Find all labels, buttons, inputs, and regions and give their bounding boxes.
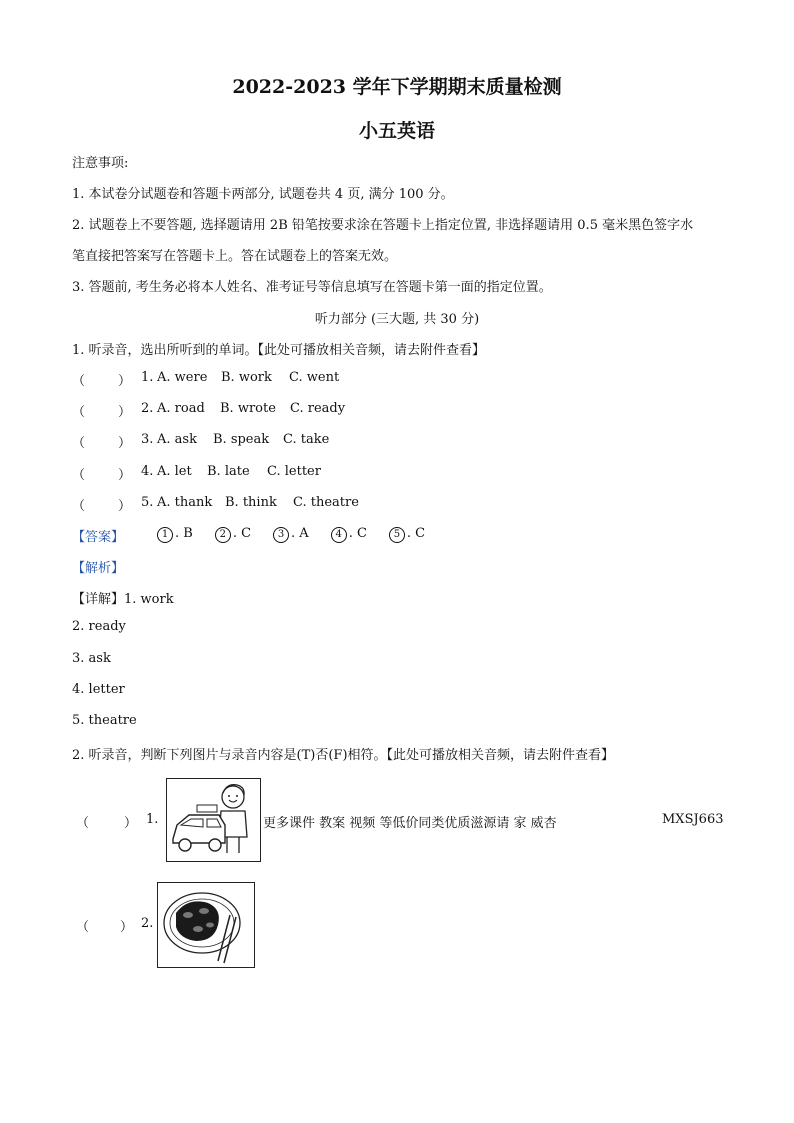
detail-text: 1. work [124, 592, 174, 607]
answer-blank-close: ） [118, 468, 132, 483]
answer-blank-open: （ [76, 816, 90, 831]
taxi-driver-picture [166, 778, 261, 862]
taxi-driver-illustration [167, 779, 260, 861]
answer-blank-open: （ [72, 499, 86, 514]
option-b: B. wrote [220, 401, 276, 416]
answer-item: 4 . C [331, 526, 367, 543]
answer-blank-close: ） [118, 374, 132, 389]
item-number: 3. [141, 432, 154, 447]
question-1-prompt: 1. 听录音，选出所听到的单词。【此处可播放相关音频，请去附件查看】 [72, 343, 486, 358]
detail-label: 【详解】 [72, 592, 125, 607]
notice-line: 3. 答题前, 考生务必将本人姓名、准考证号等信息填写在答题卡第一面的指定位置。 [72, 280, 552, 295]
option-a: A. were [157, 370, 208, 385]
notice-line: 笔直接把答案写在答题卡上。答在试题卷上的答案无效。 [72, 249, 398, 264]
page-title: 2022-2023 学年下学期期末质量检测 [232, 76, 562, 98]
answer-blank-open: （ [72, 436, 86, 451]
answer-item: 5 . C [389, 526, 425, 543]
analysis-label: 【解析】 [72, 561, 125, 576]
item-number: 1. [146, 812, 159, 827]
notice-heading: 注意事项: [72, 156, 129, 171]
answer-blank-close: ） [118, 499, 132, 514]
section-heading: 听力部分 (三大题, 共 30 分) [314, 312, 480, 327]
watermark-code: MXSJ663 [662, 812, 724, 827]
answer-label: 【答案】 [72, 530, 125, 545]
detail-line: 4. letter [72, 682, 125, 697]
option-a: A. let [157, 464, 192, 479]
page-subtitle: 小五英语 [358, 120, 435, 142]
option-b: B. speak [213, 432, 270, 447]
answer-list [157, 526, 447, 543]
option-b: B. work [221, 370, 272, 385]
option-c: C. take [283, 432, 330, 447]
watermark-text: 更多课件 教案 视频 等低价同类优质滋源请 家 威杏 [263, 816, 557, 831]
detail-line: 2. ready [72, 619, 126, 634]
notice-line: 1. 本试卷分试题卷和答题卡两部分, 试题卷共 4 页, 满分 100 分。 [72, 187, 454, 202]
option-a: A. road [157, 401, 205, 416]
answer-blank-open: （ [72, 468, 86, 483]
answer-blank-close: ） [124, 816, 138, 831]
item-number: 4. [141, 464, 154, 479]
option-c: C. went [289, 370, 340, 385]
answer-blank-close: ） [120, 920, 134, 935]
answer-blank-close: ） [118, 405, 132, 420]
answer-item: 1 . B [157, 526, 193, 543]
answer-blank-open: （ [72, 405, 86, 420]
answer-blank-open: （ [72, 374, 86, 389]
detail-line [72, 588, 174, 607]
option-a: A. thank [157, 495, 213, 510]
detail-line: 3. ask [72, 651, 111, 666]
option-b: B. think [225, 495, 277, 510]
option-c: C. ready [290, 401, 346, 416]
item-number: 5. [141, 495, 154, 510]
item-number: 1. [141, 370, 154, 385]
option-b: B. late [207, 464, 250, 479]
item-number: 2. [141, 916, 154, 931]
detail-line: 5. theatre [72, 713, 137, 728]
answer-item: 2 . C [215, 526, 251, 543]
question-2-prompt: 2. 听录音，判断下列图片与录音内容是(T)否(F)相符。【此处可播放相关音频，请去附件查看】 [72, 748, 615, 763]
option-c: C. theatre [293, 495, 359, 510]
notice-line: 2. 试题卷上不要答题, 选择题请用 2B 铅笔按要求涂在答题卡上指定位置, 非选择题请用 0.5 毫米黑色签字水 [72, 218, 694, 233]
answer-blank-open: （ [76, 920, 90, 935]
answer-blank-close: ） [118, 436, 132, 451]
answer-item: 3 . A [273, 526, 309, 543]
option-a: A. ask [157, 432, 197, 447]
food-plate-picture [157, 882, 255, 968]
option-c: C. letter [267, 464, 321, 479]
item-number: 2. [141, 401, 154, 416]
food-plate-illustration [158, 883, 254, 967]
